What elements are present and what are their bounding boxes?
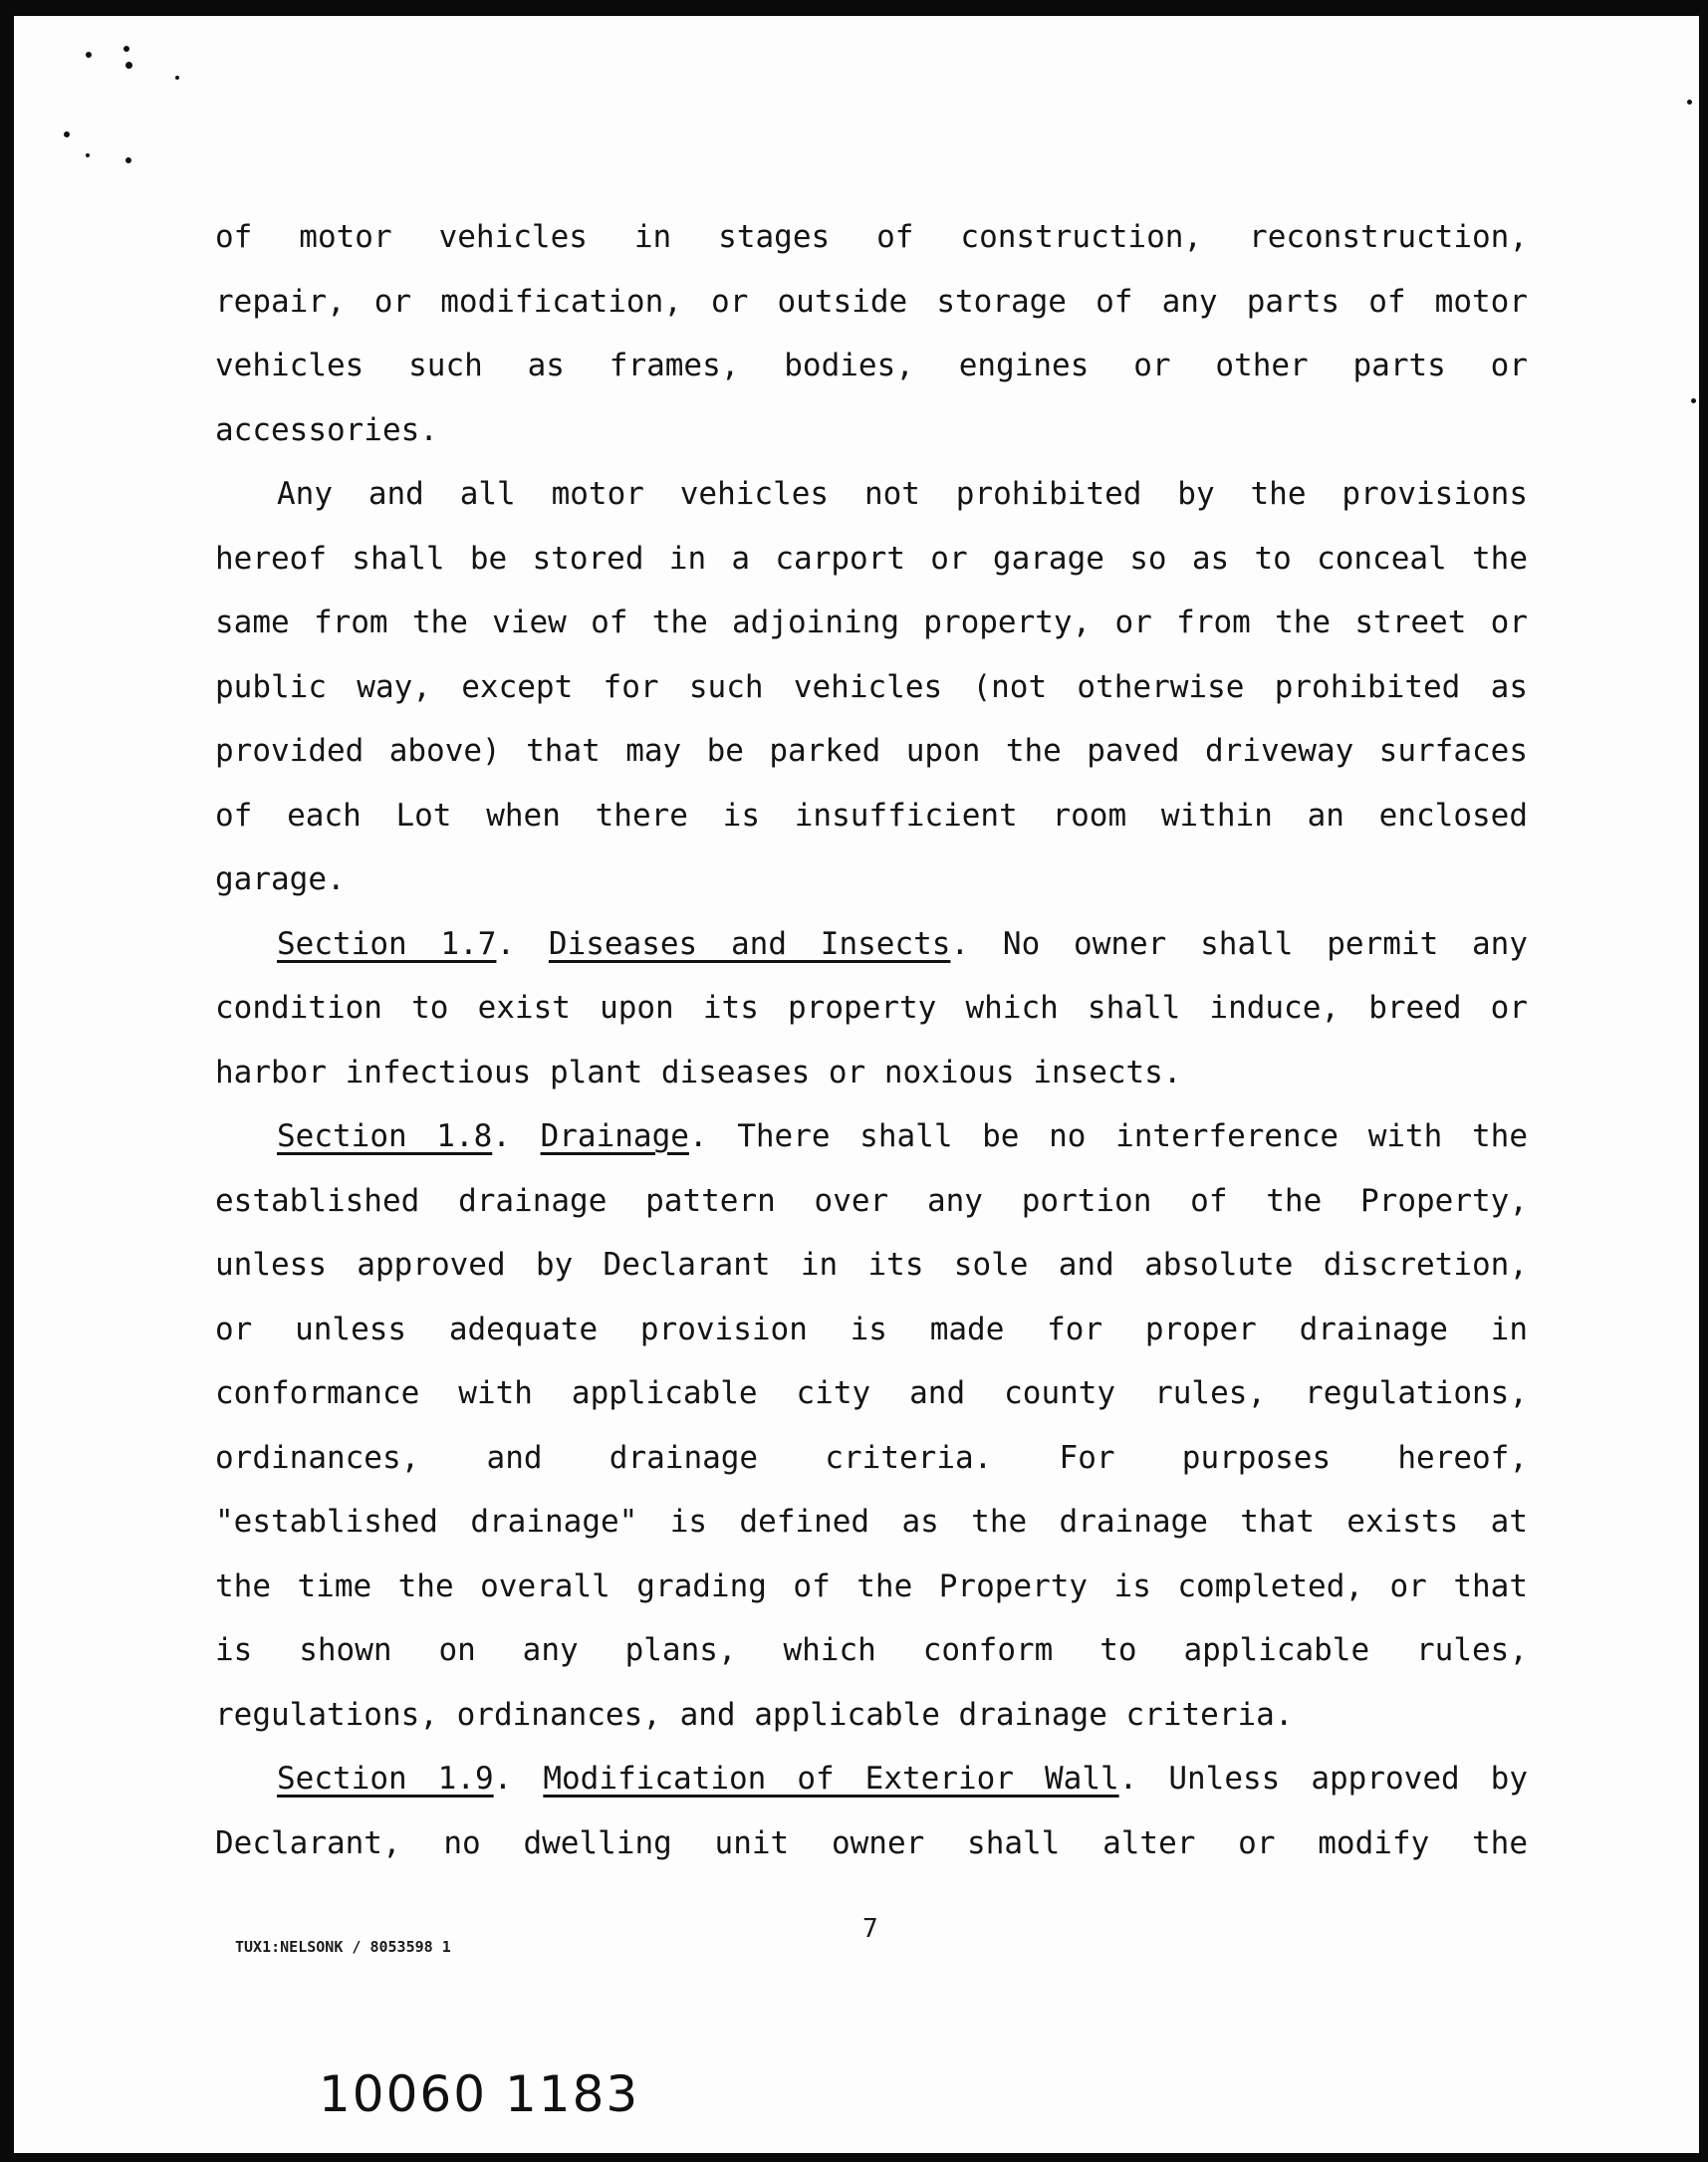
- section-text: No owner shall permit any: [1002, 925, 1529, 962]
- scan-speck: [1687, 100, 1692, 105]
- section-number: Section 1.7: [277, 925, 497, 962]
- scan-speck: [175, 76, 179, 80]
- text-line: public way, except for such vehicles (not otherwise prohibited as: [215, 668, 1528, 705]
- section-1-9: [215, 1747, 1528, 1875]
- text-line: garage.: [215, 861, 346, 897]
- section-heading-line: Section 1.9. Modification of Exterior Wall. Unless approved by: [277, 1761, 1528, 1797]
- scan-speck: [123, 46, 129, 52]
- scan-speck: [64, 131, 70, 137]
- section-heading-line: Section 1.7. Diseases and Insects. No owner shall permit any: [277, 925, 1529, 962]
- text-line: same from the view of the adjoining property, or from the street or: [215, 604, 1528, 640]
- text-line: provided above) that may be parked upon the paved driveway surfaces: [215, 733, 1528, 769]
- page-number: 7: [862, 1914, 878, 1944]
- paragraph: [215, 462, 1528, 912]
- text-line: Any and all motor vehicles not prohibited by the provisions: [277, 476, 1528, 512]
- text-line: repair, or modification, or outside storage of any parts of motor: [215, 283, 1528, 320]
- scan-speck: [125, 157, 131, 163]
- section-text: Unless approved by: [1168, 1761, 1528, 1797]
- text-line: or unless adequate provision is made for proper drainage in: [215, 1311, 1528, 1347]
- text-line: "established drainage" is defined as the drainage that exists at: [215, 1504, 1528, 1540]
- text-line: unless approved by Declarant in its sole and absolute discretion,: [215, 1247, 1528, 1283]
- scan-speck: [125, 62, 132, 69]
- text-line: is shown on any plans, which conform to applicable rules,: [215, 1632, 1528, 1668]
- section-1-8: [215, 1104, 1528, 1747]
- text-line: of motor vehicles in stages of construction, reconstruction,: [215, 219, 1528, 255]
- paragraph: [215, 205, 1528, 462]
- section-text: There shall be no interference with the: [737, 1118, 1528, 1154]
- text-line: ordinances, and drainage criteria. For purposes hereof,: [215, 1439, 1528, 1476]
- document-body: [215, 205, 1528, 1875]
- text-line: accessories.: [215, 411, 438, 448]
- document-page: [14, 16, 1699, 2153]
- text-line: conformance with applicable city and county rules, regulations,: [215, 1375, 1528, 1411]
- text-line: regulations, ordinances, and applicable drainage criteria.: [215, 1696, 1294, 1733]
- section-title: Modification of Exterior Wall: [543, 1761, 1119, 1797]
- text-line: harbor infectious plant diseases or noxious insects.: [215, 1054, 1182, 1090]
- scan-speck: [1691, 398, 1696, 403]
- section-title: Diseases and Insects: [548, 925, 951, 962]
- scan-speck: [86, 153, 90, 157]
- section-heading-line: Section 1.8. Drainage. There shall be no interference with the: [277, 1118, 1528, 1154]
- text-line: of each Lot when there is insufficient room within an enclosed: [215, 797, 1528, 834]
- text-line: established drainage pattern over any portion of the Property,: [215, 1182, 1528, 1219]
- text-line: hereof shall be stored in a carport or garage so as to conceal the: [215, 540, 1528, 577]
- text-line: Declarant, no dwelling unit owner shall alter or modify the: [215, 1824, 1528, 1861]
- text-line: the time the overall grading of the Property is completed, or that: [215, 1567, 1528, 1604]
- section-number: Section 1.8: [277, 1118, 493, 1154]
- text-line: condition to exist upon its property which shall induce, breed or: [215, 990, 1528, 1026]
- document-footer-code: TUX1:NELSONK / 8053598 1: [235, 1938, 451, 1956]
- scan-speck: [86, 52, 92, 58]
- text-line: vehicles such as frames, bodies, engines or other parts or: [215, 348, 1528, 383]
- section-title: Drainage: [540, 1118, 689, 1154]
- recording-stamp: 10060 1183: [319, 2065, 640, 2123]
- section-1-7: [215, 912, 1528, 1105]
- section-number: Section 1.9: [277, 1761, 494, 1797]
